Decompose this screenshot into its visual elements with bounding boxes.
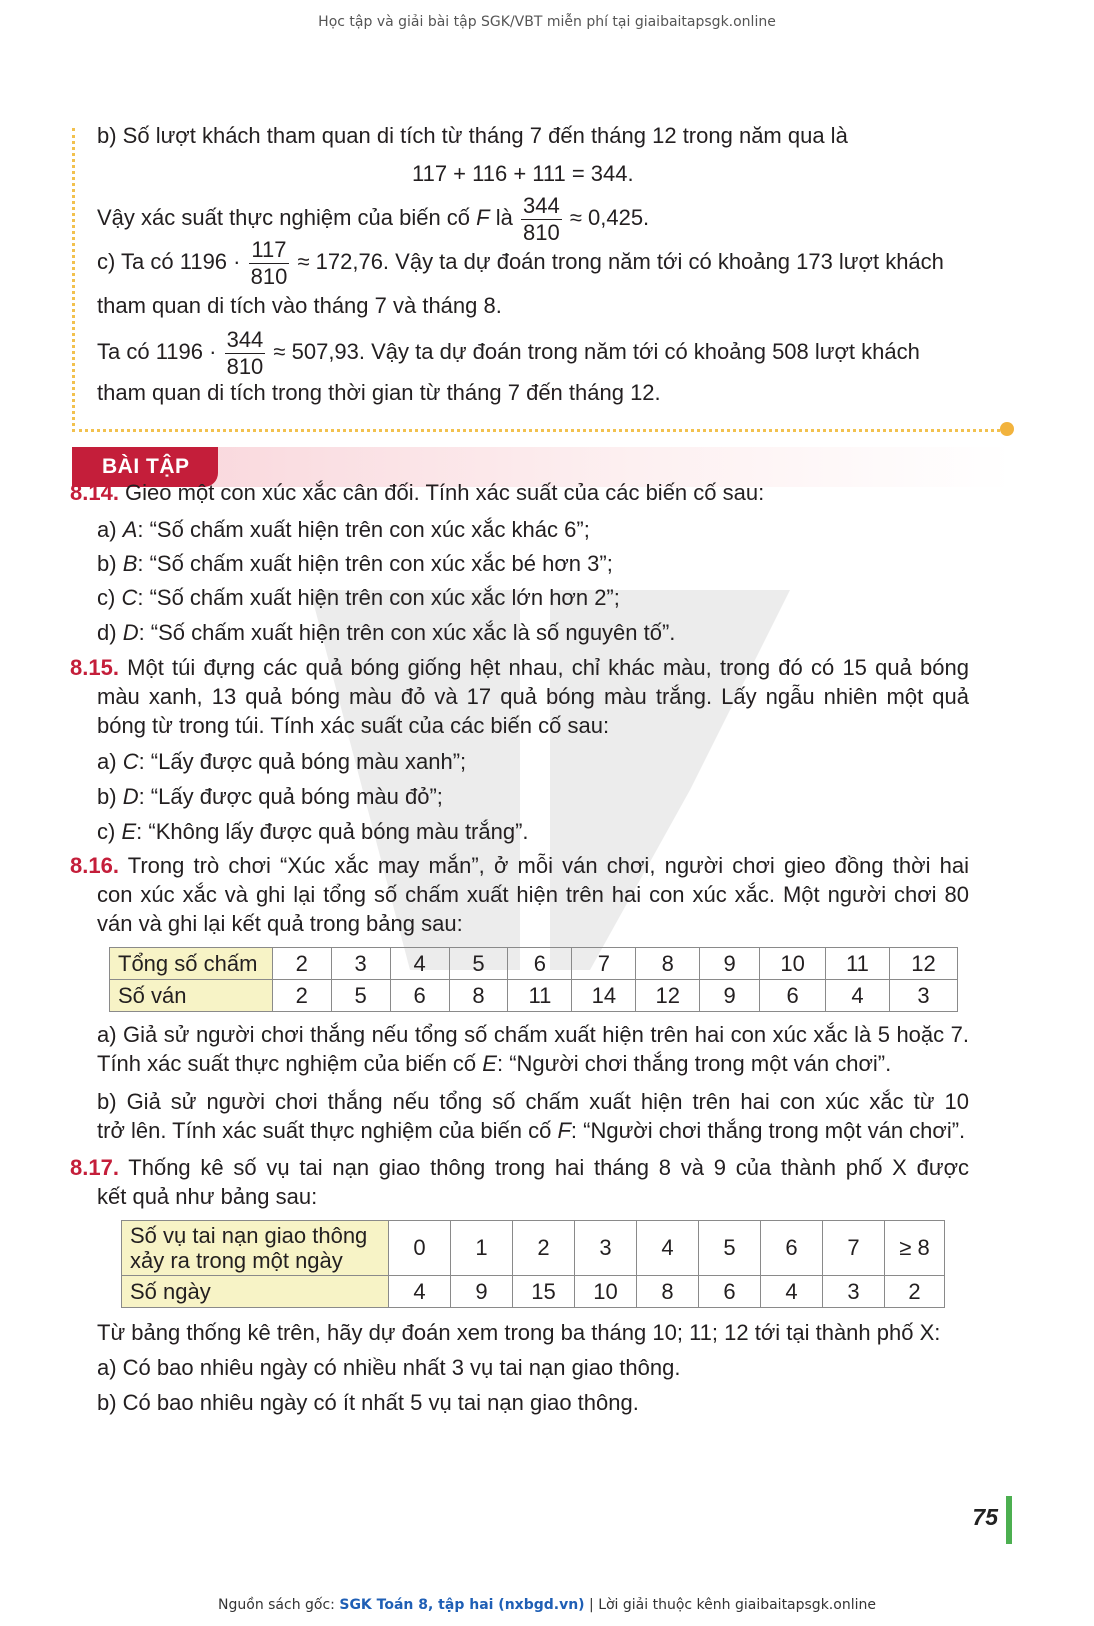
fraction: $\frac{344}{810}$ <box>522 192 560 245</box>
table-row <box>110 980 958 1012</box>
table-header-cell: Số vụ tai nạn giao thông xảy ra trong một ngày <box>122 1221 389 1276</box>
table-cell: 10 <box>760 948 826 980</box>
table-cell: 4 <box>826 980 890 1012</box>
table-cell: 11 <box>826 948 890 980</box>
table-row <box>122 1221 945 1276</box>
page-header: Học tập và giải bài tập SGK/VBT miễn phí tại giaibaitapsgk.online <box>318 14 776 30</box>
table-cell: 3 <box>823 1276 885 1308</box>
exercise-8-15-line3: bóng từ trong túi. Tính xác suất của các biến cố sau: <box>97 713 610 738</box>
table-cell: 15 <box>513 1276 575 1308</box>
table-cell: 9 <box>700 948 760 980</box>
table-cell: 4 <box>390 948 449 980</box>
table-cell: 6 <box>390 980 449 1012</box>
page-footer: Nguồn sách gốc: SGK Toán 8, tập hai (nxbgd.vn) | Lời giải thuộc kênh giaibaitapsgk.online <box>218 1597 876 1613</box>
table-cell: 11 <box>508 980 572 1012</box>
solution-border-left <box>72 128 75 426</box>
exercise-number: 8.17. <box>70 1155 119 1180</box>
table-cell: 6 <box>699 1276 761 1308</box>
list-item: b) B: “Số chấm xuất hiện trên con xúc xắc bé hơn 3”; <box>97 551 613 576</box>
exercise-8-16-line2: con xúc xắc và ghi lại tổng số chấm xuất hiện trên hai con xúc xắc. Một người chơi 80 <box>97 882 969 907</box>
table-cell: 2 <box>272 948 331 980</box>
fraction: $\frac{117}{810}$ <box>250 236 288 289</box>
table-cell: 2 <box>272 980 331 1012</box>
table-cell: 2 <box>885 1276 945 1308</box>
exercise-8-16-b-line2: trở lên. Tính xác suất thực nghiệm của biến cố F: “Người chơi thắng trong một ván chơi”. <box>97 1118 966 1143</box>
exercise-number: 8.14. <box>70 480 119 505</box>
exercise-number: 8.16. <box>70 853 119 878</box>
table-cell: 7 <box>823 1221 885 1276</box>
table-cell: 7 <box>572 948 636 980</box>
table-cell: 9 <box>451 1276 513 1308</box>
table-cell: 10 <box>575 1276 637 1308</box>
exercise-8-14: 8.14. Gieo một con xúc xắc cân đối. Tính xác suất của các biến cố sau: <box>70 480 765 505</box>
table-cell: 12 <box>889 948 957 980</box>
exercise-8-16: 8.16. Trong trò chơi “Xúc xắc may mắn”, ở mỗi ván chơi, người chơi gieo đồng thời hai <box>70 853 969 878</box>
list-item: d) D: “Số chấm xuất hiện trên con xúc xắc là số nguyên tố”. <box>97 620 676 645</box>
solution-b-line: b) Số lượt khách tham quan di tích từ tháng 7 đến tháng 12 trong năm qua là <box>97 123 848 148</box>
exercise-8-17-b: b) Có bao nhiêu ngày có ít nhất 5 vụ tai nạn giao thông. <box>97 1390 639 1415</box>
table-cell: 8 <box>636 948 700 980</box>
exercise-8-15: 8.15. Một túi đựng các quả bóng giống hệt nhau, chỉ khác màu, trong đó có 15 quả bóng <box>70 655 969 680</box>
table-cell: 4 <box>389 1276 451 1308</box>
exercise-8-17: 8.17. Thống kê số vụ tai nạn giao thông trong hai tháng 8 và 9 của thành phố X được <box>70 1155 969 1180</box>
exercise-8-17-line2: kết quả như bảng sau: <box>97 1184 318 1209</box>
exercise-8-17-a: a) Có bao nhiêu ngày có nhiều nhất 3 vụ tai nạn giao thông. <box>97 1355 681 1380</box>
table-cell: 8 <box>637 1276 699 1308</box>
solution-b-sum: 117 + 116 + 111 = 344. <box>412 161 634 186</box>
table-cell: 6 <box>760 980 826 1012</box>
table-cell: 9 <box>700 980 760 1012</box>
table-cell: 0 <box>389 1221 451 1276</box>
list-item: a) A: “Số chấm xuất hiện trên con xúc xắc khác 6”; <box>97 517 590 542</box>
table-cell: 5 <box>331 980 390 1012</box>
list-item: a) C: “Lấy được quả bóng màu xanh”; <box>97 749 467 774</box>
table-header-cell: Số ngày <box>122 1276 389 1308</box>
solution-border-bottom <box>72 429 1007 432</box>
accident-table <box>121 1220 945 1308</box>
table-cell: 6 <box>761 1221 823 1276</box>
table-cell: 4 <box>761 1276 823 1308</box>
table-cell: 14 <box>572 980 636 1012</box>
section-title: BÀI TẬP <box>72 447 218 487</box>
solution-border-dot <box>1000 422 1014 436</box>
table-header-cell: Số ván <box>110 980 273 1012</box>
solution-c-line1: c) Ta có 1196 · $\frac{117}{810}$ ≈ 172,76. Vậy ta dự đoán trong năm tới có khoảng 173 lượt khách <box>97 236 944 289</box>
table-cell: 2 <box>513 1221 575 1276</box>
solution-c-line2: Ta có 1196 · $\frac{344}{810}$ ≈ 507,93. Vậy ta dự đoán trong năm tới có khoảng 508 lượt khách <box>97 326 920 379</box>
table-row <box>122 1276 945 1308</box>
exercise-8-17-question: Từ bảng thống kê trên, hãy dự đoán xem trong ba tháng 10; 11; 12 tới tại thành phố X: <box>97 1320 941 1345</box>
table-cell: 3 <box>331 948 390 980</box>
table-cell: 4 <box>637 1221 699 1276</box>
table-cell: 5 <box>449 948 508 980</box>
solution-c-line1-cont: tham quan di tích vào tháng 7 và tháng 8. <box>97 293 502 318</box>
exercise-8-15-line2: màu xanh, 13 quả bóng màu đỏ và 17 quả bóng màu trắng. Lấy ngẫu nhiên một quả <box>97 684 969 709</box>
list-item: b) D: “Lấy được quả bóng màu đỏ”; <box>97 784 443 809</box>
table-cell: 6 <box>508 948 572 980</box>
table-cell: 3 <box>889 980 957 1012</box>
exercise-number: 8.15. <box>70 655 119 680</box>
exercise-8-16-a-line1: a) Giả sử người chơi thắng nếu tổng số chấm xuất hiện trên hai con xúc xắc là 5 hoặc 7. <box>97 1022 969 1047</box>
table-row <box>110 948 958 980</box>
page-number-accent <box>1006 1496 1012 1544</box>
exercise-8-16-a-line2: Tính xác suất thực nghiệm của biến cố E: “Người chơi thắng trong một ván chơi”. <box>97 1051 892 1076</box>
table-cell: 3 <box>575 1221 637 1276</box>
exercise-8-16-line3: ván và ghi lại kết quả trong bảng sau: <box>97 911 463 936</box>
table-cell: 5 <box>699 1221 761 1276</box>
table-cell: ≥ 8 <box>885 1221 945 1276</box>
solution-b-prob: Vậy xác suất thực nghiệm của biến cố F là $\frac{344}{810}$ ≈ 0,425. <box>97 192 650 245</box>
list-item: c) C: “Số chấm xuất hiện trên con xúc xắc lớn hơn 2”; <box>97 585 620 610</box>
page-number: 75 <box>960 1496 1012 1544</box>
table-cell: 1 <box>451 1221 513 1276</box>
table-cell: 8 <box>449 980 508 1012</box>
list-item: c) E: “Không lấy được quả bóng màu trắng”. <box>97 819 529 844</box>
table-header-cell: Tổng số chấm <box>110 948 273 980</box>
footer-source-link[interactable]: SGK Toán 8, tập hai (nxbgd.vn) <box>339 1597 585 1613</box>
dice-results-table <box>109 947 958 1012</box>
solution-c-line2-cont: tham quan di tích trong thời gian từ tháng 7 đến tháng 12. <box>97 380 661 405</box>
fraction: $\frac{344}{810}$ <box>226 326 264 379</box>
table-cell: 12 <box>636 980 700 1012</box>
exercise-8-16-b-line1: b) Giả sử người chơi thắng nếu tổng số chấm xuất hiện trên hai con xúc xắc từ 10 <box>97 1089 969 1114</box>
